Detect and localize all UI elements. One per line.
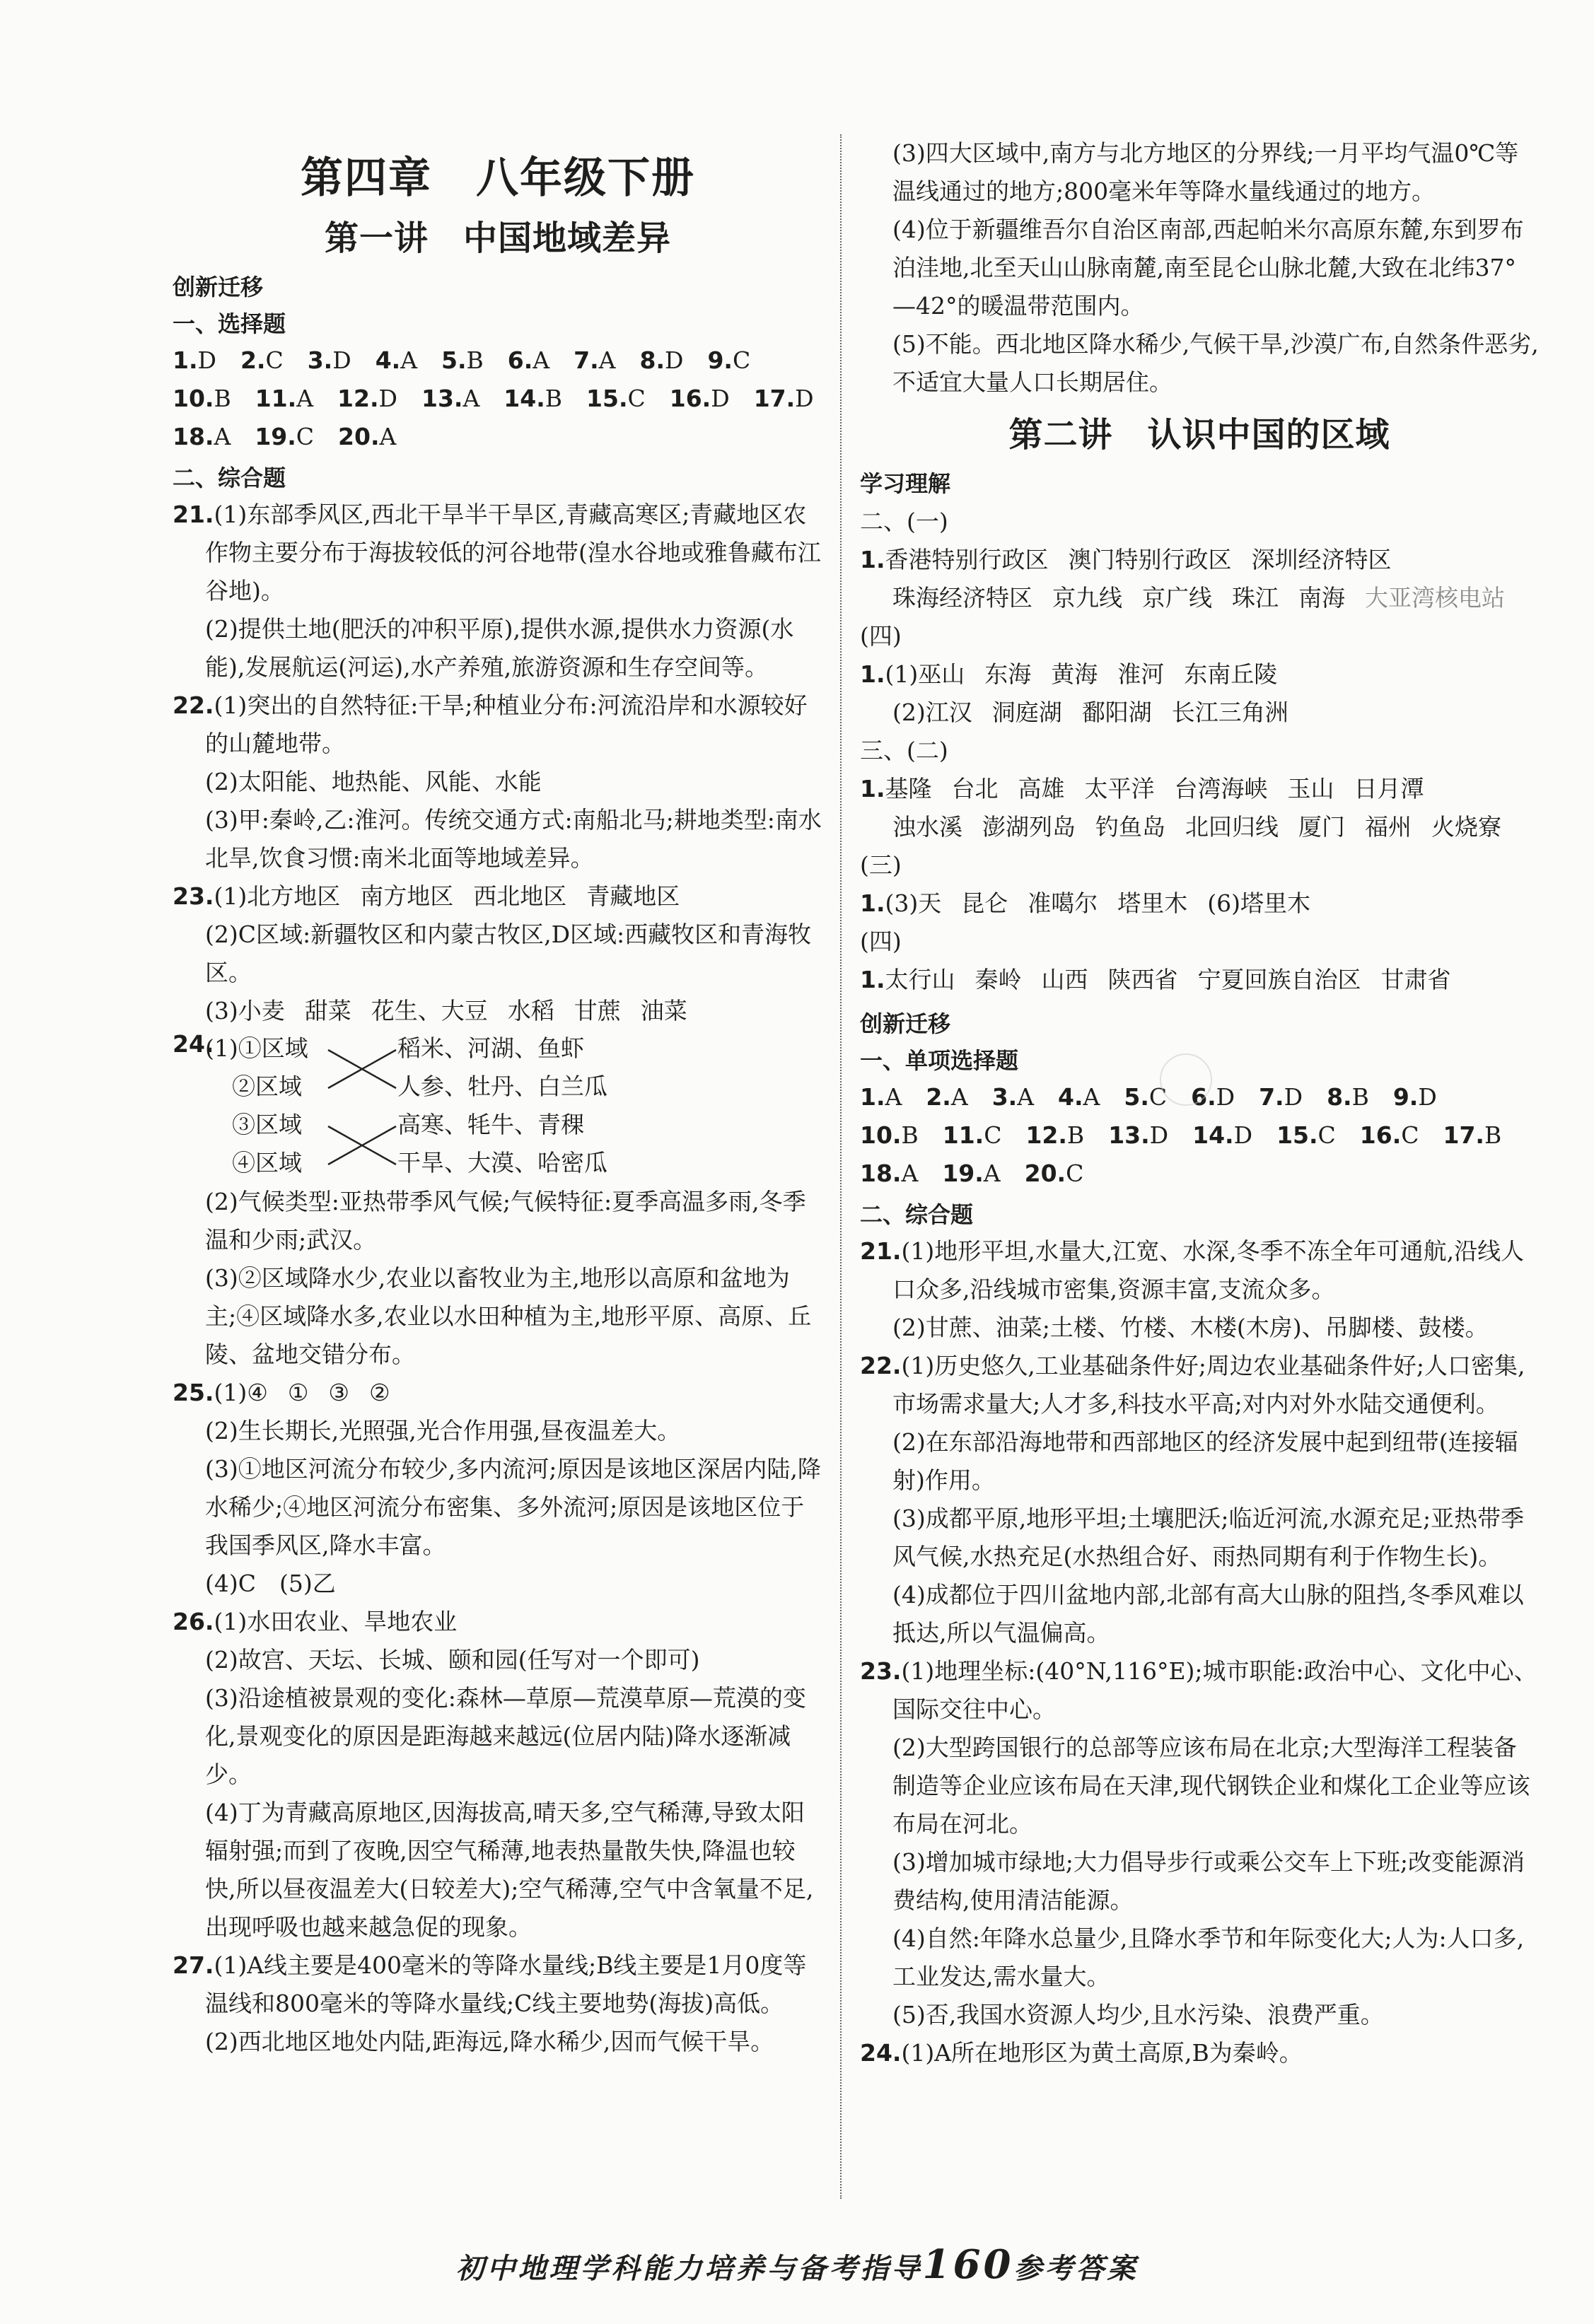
question-number: 1. xyxy=(860,1083,885,1111)
q22-part2: (2)太阳能、地热能、风能、水能 xyxy=(205,768,542,795)
r-q22-part4: (4)成都位于四川盆地内部,北部有高大山脉的阻挡,冬季风难以抵达,所以气温偏高。 xyxy=(892,1581,1524,1647)
question-number: 9. xyxy=(1392,1083,1419,1111)
question-number: 17. xyxy=(1443,1121,1484,1149)
footer-book-title: 初中地理学科能力培养与备考指导 xyxy=(455,2252,923,2285)
choice-answer xyxy=(670,385,730,412)
question-number: 4. xyxy=(375,346,401,374)
choice-row xyxy=(173,380,823,418)
answer-letter: B xyxy=(466,346,484,374)
answer-letter: D xyxy=(795,385,814,412)
choice-answer xyxy=(173,346,216,374)
answer-letter: C xyxy=(732,346,751,374)
choice-answer xyxy=(173,423,231,450)
question-number: 11. xyxy=(942,1121,984,1149)
question-number: 7. xyxy=(574,346,599,374)
answer-letter: C xyxy=(265,346,284,374)
choice-answer xyxy=(441,346,484,374)
section-study: 学习理解 xyxy=(860,470,951,497)
answer-letter: D xyxy=(1216,1083,1235,1111)
r2-line1: 1.(1)巫山 东海 黄海 淮河 东南丘陵 xyxy=(860,660,1278,688)
question-number: 10. xyxy=(173,385,214,412)
choice-answer xyxy=(860,1083,902,1111)
choice-answer xyxy=(421,385,479,412)
choice-answer xyxy=(1025,1160,1084,1187)
section-3b: (三) xyxy=(860,851,902,879)
choice-answer xyxy=(860,1160,918,1187)
q26-part1: 26.(1)水田农业、旱地农业 xyxy=(173,1608,458,1635)
question-number: 18. xyxy=(860,1160,902,1187)
question-number: 20. xyxy=(338,423,380,450)
q25-part1: 25.(1)④ ① ③ ② xyxy=(173,1379,390,1406)
answer-letter: D xyxy=(1418,1083,1437,1111)
right-column xyxy=(860,134,1539,2072)
answer-letter: D xyxy=(1149,1121,1169,1149)
answer-letter: B xyxy=(1484,1121,1502,1149)
choice-answer xyxy=(1108,1121,1168,1149)
question-number: 10. xyxy=(860,1121,902,1149)
answer-letter: A xyxy=(1017,1083,1035,1111)
answer-letter: A xyxy=(379,423,397,450)
answer-letter: A xyxy=(598,346,616,374)
q25-part3: (3)①地区河流分布较少,多内流河;原因是该地区深居内陆,降水稀少;④地区河流分布密集、多外流河;原因是该地区位于我国季风区,降水丰富。 xyxy=(205,1455,821,1559)
question-number: 18. xyxy=(173,423,214,450)
choice-answer xyxy=(504,385,562,412)
answer-letter: A xyxy=(1083,1083,1100,1111)
match-right-4: 干旱、大漠、哈密瓜 xyxy=(397,1149,607,1176)
choice-answer xyxy=(508,346,549,374)
choice-answer xyxy=(992,1083,1034,1111)
r1-line2: 珠海经济特区 京九线 京广线 珠江 南海 大亚湾核电站 xyxy=(892,584,1505,612)
choice-answer xyxy=(1443,1121,1502,1149)
match-left-4: ④区域 xyxy=(232,1149,302,1176)
section-innovation-2: 创新迁移 xyxy=(860,1010,951,1037)
r-q23-part2: (2)大型跨国银行的总部等应该布局在北京;大型海洋工程装备制造等企业应该布局在天津,现代钢铁企业和煤化工企业等应该布局在河北。 xyxy=(892,1734,1530,1838)
question-number: 12. xyxy=(337,385,379,412)
question-number: 6. xyxy=(507,346,533,374)
answer-letter: B xyxy=(901,1121,919,1149)
r-q23-part5: (5)否,我国水资源人均少,且水污染、浪费严重。 xyxy=(892,2001,1384,2028)
answer-letter: D xyxy=(664,346,684,374)
match-left-2: ②区域 xyxy=(232,1073,302,1100)
q23-part2: (2)C区域:新疆牧区和内蒙古牧区,D区域:西藏牧区和青海牧区。 xyxy=(205,921,812,986)
choice-answer xyxy=(173,385,231,412)
q27-part2: (2)西北地区地处内陆,距海远,降水稀少,因而气候干旱。 xyxy=(205,2028,774,2055)
r-q22-part1: 22.(1)历史悠久,工业基础条件好;周边农业基础条件好;人口密集,市场需求量大;人才多,科技水平高;对内对外水陆交通便利。 xyxy=(860,1352,1525,1418)
choice-answer xyxy=(308,346,351,374)
answer-letter: C xyxy=(1148,1083,1168,1111)
choice-row xyxy=(173,341,823,380)
choice-answer xyxy=(1058,1083,1100,1111)
question-number: 14. xyxy=(504,385,545,412)
chapter-title: 第四章 八年级下册 xyxy=(301,153,695,203)
answer-letter: A xyxy=(885,1083,902,1111)
question-number: 2. xyxy=(926,1083,951,1111)
answer-letter: A xyxy=(296,385,314,412)
r-q22-part3: (3)成都平原,地形平坦;土壤肥沃;临近河流,水源充足;亚热带季风气候,水热充足(水热组合好、雨热同期有利于作物生长)。 xyxy=(892,1505,1525,1570)
q21-part1: 21.(1)东部季风区,西北干旱半干旱区,青藏高寒区;青藏地区农作物主要分布于海拔较低的河谷地带(湟水谷地或雅鲁藏布江谷地)。 xyxy=(173,501,821,605)
answer-letter: A xyxy=(983,1160,1001,1187)
r3-line1: 1.基隆 台北 高雄 太平洋 台湾海峡 玉山 日月潭 xyxy=(860,775,1424,802)
match-left-3: ③区域 xyxy=(232,1111,302,1138)
r5-line: 1.太行山 秦岭 山西 陕西省 宁夏回族自治区 甘肃省 xyxy=(860,966,1451,993)
choice-answer xyxy=(1025,1121,1084,1149)
answer-letter: B xyxy=(1066,1121,1085,1149)
section-innovation: 创新迁移 xyxy=(173,274,264,300)
q27-part1: 27.(1)A线主要是400毫米的等降水量线;B线主要是1月0度等温线和800毫米的等降水量线;C线主要地势(海拔)高低。 xyxy=(173,1951,807,2017)
q22-part1: 22.(1)突出的自然特征:干旱;种植业分布:河流沿岸和水源较好的山麓地带。 xyxy=(173,691,808,757)
choice-answer xyxy=(574,346,615,374)
question-number: 5. xyxy=(1124,1083,1149,1111)
page-footer xyxy=(0,2241,1594,2288)
r-q21-part1: 21.(1)地形平坦,水量大,江宽、水深,冬季不冻全年可通航,沿线人口众多,沿线城市密集,资源丰富,支流众多。 xyxy=(860,1237,1525,1303)
question-number: 1. xyxy=(173,346,198,374)
q27-part3: (3)四大区域中,南方与北方地区的分界线;一月平均气温0℃等温线通过的地方;800毫米年等降水量线通过的地方。 xyxy=(892,139,1519,205)
question-number: 8. xyxy=(639,346,665,374)
question-number: 11. xyxy=(255,385,297,412)
answer-letter: D xyxy=(197,346,216,374)
question-number: 8. xyxy=(1327,1083,1352,1111)
section-choice: 一、选择题 xyxy=(173,310,286,337)
q25-part2: (2)生长期长,光照强,光合作用强,昼夜温差大。 xyxy=(205,1417,681,1444)
left-column xyxy=(173,127,823,2061)
question-number: 5. xyxy=(441,346,467,374)
r-q23-part1: 23.(1)地理坐标:(40°N,116°E);城市职能:政治中心、文化中心、国际交往中心。 xyxy=(860,1657,1537,1723)
q24-part2: (2)气候类型:亚热带季风气候;气候特征:夏季高温多雨,冬季温和少雨;武汉。 xyxy=(205,1188,806,1254)
answer-letter: A xyxy=(463,385,480,412)
question-number: 4. xyxy=(1058,1083,1083,1111)
answer-letter: C xyxy=(296,423,315,450)
r4-line: 1.(3)天 昆仑 准噶尔 塔里木 (6)塔里木 xyxy=(860,889,1310,917)
q27-part4: (4)位于新疆维吾尔自治区南部,西起帕米尔高原东麓,东到罗布泊洼地,北至天山山脉南麓,南至昆仑山脉北麓,大致在北纬37°—42°的暖温带范围内。 xyxy=(892,216,1524,320)
answer-letter: D xyxy=(711,385,730,412)
r-q21-part2: (2)甘蔗、油菜;土楼、竹楼、木楼(木房)、吊脚楼、鼓楼。 xyxy=(892,1314,1489,1341)
r-q24-part1: 24.(1)A所在地形区为黄土高原,B为秦岭。 xyxy=(860,2039,1303,2067)
choice-answer xyxy=(255,385,313,412)
q24-part3: (3)②区域降水少,农业以畜牧业为主,地形以高原和盆地为主;④区域降水多,农业以水田种植为主,地形平原、高原、丘陵、盆地交错分布。 xyxy=(205,1264,812,1368)
section-4a: (四) xyxy=(860,622,902,650)
question-number: 12. xyxy=(1025,1121,1067,1149)
question-number: 17. xyxy=(753,385,796,412)
answer-letter: A xyxy=(533,346,550,374)
question-number: 13. xyxy=(1108,1121,1150,1149)
choice-answers xyxy=(173,341,823,456)
question-number: 3. xyxy=(991,1083,1018,1111)
answer-letter: A xyxy=(950,1083,968,1111)
q27-part5: (5)不能。西北地区降水稀少,气候干旱,沙漠广布,自然条件恶劣,不适宜大量人口长期居住。 xyxy=(892,330,1539,396)
choice-answer xyxy=(255,423,314,450)
r-q23-part4: (4)自然:年降水总量少,且降水季节和年际变化大;人为:人口多,工业发达,需水量大。 xyxy=(892,1925,1525,1990)
choice-answer xyxy=(1360,1121,1419,1149)
answer-letter: D xyxy=(378,385,397,412)
question-number: 16. xyxy=(1359,1121,1402,1149)
answer-letter: B xyxy=(214,385,231,412)
question-number: 15. xyxy=(586,385,628,412)
section-4b: (四) xyxy=(860,928,902,955)
question-number: 13. xyxy=(421,385,463,412)
q26-part2: (2)故宫、天坛、长城、颐和园(任写对一个即可) xyxy=(205,1646,700,1674)
answer-letter: C xyxy=(1066,1160,1084,1187)
choice-answer xyxy=(240,346,284,374)
q26-part3: (3)沿途植被景观的变化:森林—草原—荒漠草原—荒漠的变化,景观变化的原因是距海越来越远(位居内陆)降水逐渐减少。 xyxy=(205,1684,806,1788)
section-single-choice: 一、单项选择题 xyxy=(860,1047,1019,1074)
answer-letter: A xyxy=(400,346,418,374)
question-number: 7. xyxy=(1259,1083,1284,1111)
choice-answer xyxy=(860,1121,919,1149)
answer-letter: A xyxy=(214,423,231,450)
column-divider xyxy=(840,134,842,2199)
match-right-1: 稻米、河湖、鱼虾 xyxy=(397,1034,584,1062)
choice-row xyxy=(860,1116,1539,1155)
section-comprehensive: 二、综合题 xyxy=(173,465,286,491)
q23-part3: (3)小麦 甜菜 花生、大豆 水稻 甘蔗 油菜 xyxy=(205,997,687,1024)
question-number: 6. xyxy=(1191,1083,1216,1111)
choice-answer xyxy=(942,1160,1000,1187)
footer-section: 参考答案 xyxy=(1013,2252,1139,2285)
choice-row xyxy=(860,1155,1539,1193)
choice-answer xyxy=(754,385,814,412)
choice-answer xyxy=(1276,1121,1336,1149)
lecture-title-2: 第二讲 认识中国的区域 xyxy=(1008,415,1390,455)
r3-line2: 浊水溪 澎湖列岛 钓鱼岛 北回归线 厦门 福州 火烧寮 xyxy=(892,813,1501,841)
match-left-1: (1)①区域 xyxy=(205,1034,308,1062)
choice-answer xyxy=(707,346,750,374)
q26-part4: (4)丁为青藏高原地区,因海拔高,晴天多,空气稀薄,导致太阳辐射强;而到了夜晚,因空气稀薄,地表热量散失快,降温也较快,所以昼夜温差大(日较差大);空气稀薄,空气中含氧量不足,出现呼吸也越来越急促的现象。 xyxy=(205,1799,814,1941)
r-q22-part2: (2)在东部沿海地带和西部地区的经济发展中起到纽带(连接辐射)作用。 xyxy=(892,1428,1518,1494)
question-number: 15. xyxy=(1276,1121,1318,1149)
page-number: 160 xyxy=(922,2241,1014,2288)
q21-part2: (2)提供土地(肥沃的冲积平原),提供水源,提供水力资源(水能),发展航运(河运),水产养殖,旅游资源和生存空间等。 xyxy=(205,615,794,681)
choice-answer xyxy=(586,385,646,412)
choice-answer xyxy=(639,346,683,374)
question-number: 20. xyxy=(1024,1160,1066,1187)
q25-part4: (4)C (5)乙 xyxy=(205,1570,336,1597)
question-number: 9. xyxy=(707,346,733,374)
answer-letter: A xyxy=(901,1160,919,1187)
choice-row xyxy=(173,418,823,456)
answer-letter: C xyxy=(984,1121,1002,1149)
q24-number: 24. xyxy=(173,1030,214,1058)
r-q23-part3: (3)增加城市绿地;大力倡导步行或乘公交车上下班;改变能源消费结构,使用清洁能源。 xyxy=(892,1848,1525,1914)
q24-matching xyxy=(173,1030,823,1183)
section-comprehensive-2: 二、综合题 xyxy=(860,1201,974,1228)
choice-answer xyxy=(1393,1083,1437,1111)
faint-stamp-mark xyxy=(1160,1053,1212,1106)
answer-letter: B xyxy=(1351,1083,1369,1111)
choice-answer xyxy=(943,1121,1002,1149)
answer-letter: B xyxy=(545,385,563,412)
r2-line2: (2)江汉 洞庭湖 鄱阳湖 长江三角洲 xyxy=(892,699,1288,726)
answer-letter: D xyxy=(1284,1083,1303,1111)
question-number: 14. xyxy=(1192,1121,1234,1149)
choice-answer xyxy=(1259,1083,1303,1111)
choice-answer xyxy=(376,346,417,374)
answer-letter: D xyxy=(332,346,351,374)
question-number: 19. xyxy=(942,1160,984,1187)
answer-letter: C xyxy=(1401,1121,1419,1149)
match-right-3: 高寒、牦牛、青稞 xyxy=(397,1111,584,1138)
answer-letter: C xyxy=(627,385,646,412)
match-right-2: 人参、牡丹、白兰瓜 xyxy=(397,1073,607,1100)
r1-line1: 1.香港特别行政区 澳门特别行政区 深圳经济特区 xyxy=(860,546,1392,573)
question-number: 3. xyxy=(307,346,333,374)
question-number: 16. xyxy=(669,385,711,412)
section-3-2: 三、(二) xyxy=(860,737,948,764)
choice-answer xyxy=(1327,1083,1369,1111)
lecture-title-1: 第一讲 中国地域差异 xyxy=(324,218,671,258)
q22-part3: (3)甲:秦岭,乙:淮河。传统交通方式:南船北马;耕地类型:南水北旱,饮食习惯:南米北面等地域差异。 xyxy=(205,806,822,872)
choice-answer xyxy=(1192,1121,1252,1149)
section-2-1: 二、(一) xyxy=(860,508,948,535)
choice-answer xyxy=(338,423,396,450)
choice-answer xyxy=(337,385,397,412)
answer-letter: C xyxy=(1317,1121,1336,1149)
choice-answer xyxy=(926,1083,967,1111)
question-number: 2. xyxy=(240,346,266,374)
matching-lines xyxy=(173,1030,406,1183)
question-number: 19. xyxy=(255,423,296,450)
answer-letter: D xyxy=(1233,1121,1253,1149)
q23-part1: 23.(1)北方地区 南方地区 西北地区 青藏地区 xyxy=(173,882,680,910)
